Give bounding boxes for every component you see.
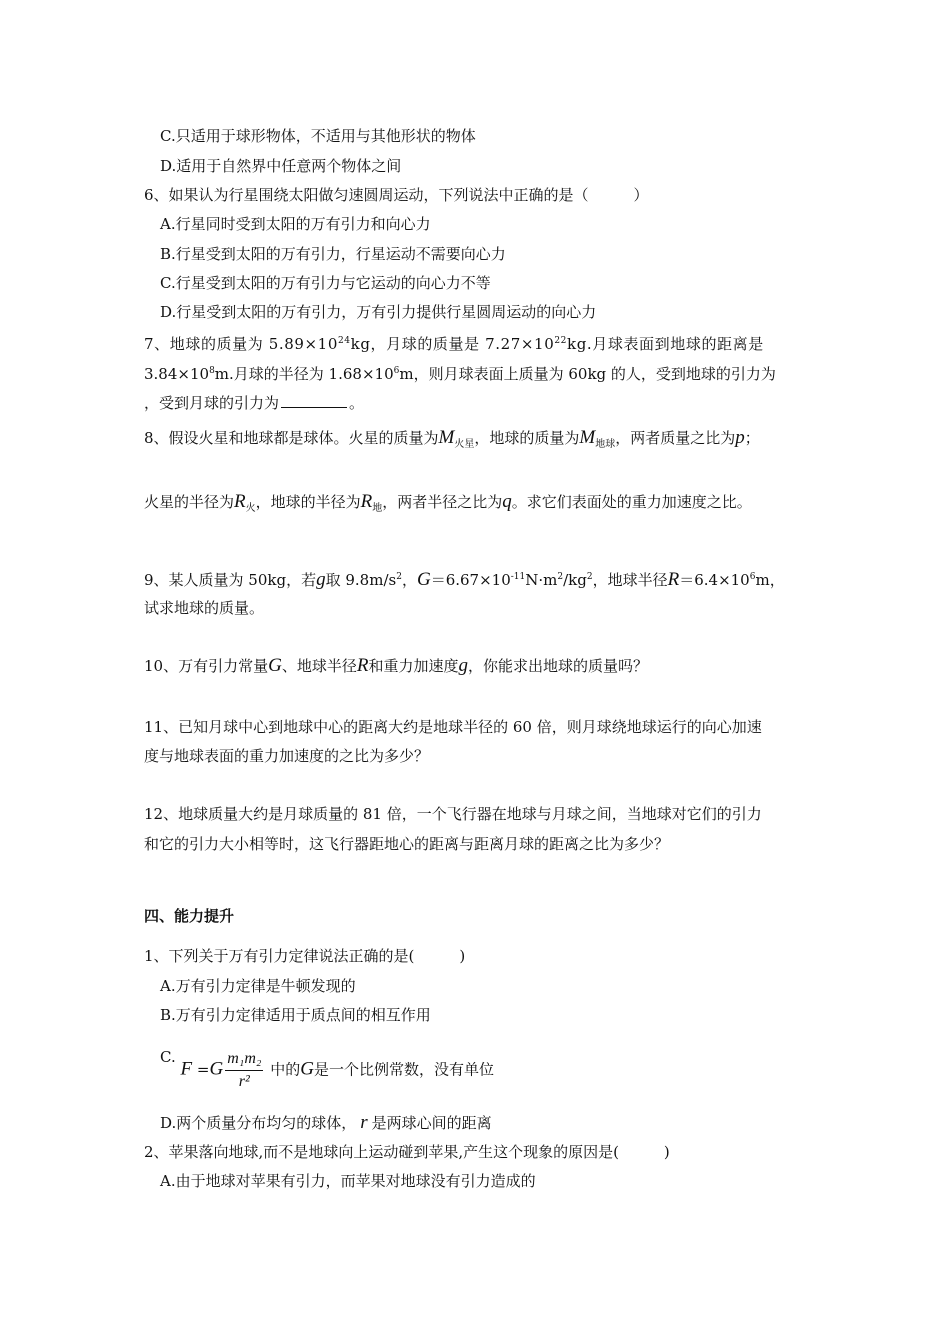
q11-line-2: 度与地球表面的重力加速度的之比为多少？ — [144, 747, 430, 765]
q12-line-2: 和它的引力大小相等时，这飞行器距地心的距离与距离月球的距离之比为多少？ — [144, 835, 670, 853]
formula-fraction: $\frac{\text{m₁m₂}}{\text{r²}}$ — [227, 1050, 262, 1090]
q6-option-c: C.行星受到太阳的万有引力与它运动的向心力不等 — [160, 274, 491, 292]
p1-option-a: A.万有引力定律是牛顿发现的 — [160, 977, 356, 995]
q7-line-1: 7、地球的质量为 $5.89\times 10^{24}kg$，月球的质量是 $7.27\times 10^{22}kg$.月球表面到地球的距离是 — [144, 335, 764, 353]
q6-option-b: B.行星受到太阳的万有引力，行星运动不需要向心力 — [160, 245, 506, 263]
q6-option-a: A.行星同时受到太阳的万有引力和向心力 — [160, 215, 431, 233]
answer-blank — [281, 393, 347, 408]
q10-stem: 10、万有引力常量G、地球半径R和重力加速度g，你能求出地球的质量吗？ — [144, 655, 648, 676]
q8-line-1: 8、假设火星和地球都是球体。火星的质量为$M_{火星}$，地球的质量为$M_{地球}$，两者质量之比为p； — [144, 427, 760, 450]
q6-stem: 6、如果认为行星围绕太阳做匀速圆周运动，下列说法中正确的是（ ） — [144, 186, 649, 204]
q12-line-1: 12、地球质量大约是月球质量的 81 倍，一个飞行器在地球与月球之间，当地球对它们的引力 — [144, 805, 762, 823]
q5-option-d: D.适用于自然界中任意两个物体之间 — [160, 157, 402, 175]
q5-option-c: C.只适用于球形物体，不适用与其他形状的物体 — [160, 127, 476, 145]
p1-option-d: D.两个质量分布均匀的球体， r 是两球心间的距离 — [160, 1112, 492, 1133]
p1-option-b: B.万有引力定律适用于质点间的相互作用 — [160, 1006, 431, 1024]
q9-line-1: 9、某人质量为 50kg，若g取 $9.8m/s^2$，$G=6.67\times 10^{-11}N\cdot m^2/kg^2$，地球半径$R=6.4\times 10^6m$， — [144, 569, 785, 590]
p2-stem: 2、苹果落向地球,而不是地球向上运动碰到苹果,产生这个现象的原因是( ) — [144, 1143, 670, 1161]
q8-line-2: 火星的半径为$R_火$，地球的半径为$R_地$，两者半径之比为q。求它们表面处的重力加速度之比。 — [144, 491, 752, 514]
p1-option-c: C. F =G $\frac{\text{m₁m₂}}{\text{r²}}$ 中的G是一个比例常数，没有单位 — [160, 1048, 494, 1093]
q11-line-1: 11、已知月球中心到地球中心的距离大约是地球半径的 60 倍，则月球绕地球运行的向心加速 — [144, 718, 762, 736]
q9-line-2: 试求地球的质量。 — [144, 599, 265, 617]
section-heading: 四、能力提升 — [144, 907, 235, 925]
q7-line-3: ，受到月球的引力为 。 — [144, 394, 365, 412]
q6-option-d: D.行星受到太阳的万有引力，万有引力提供行星圆周运动的向心力 — [160, 303, 597, 321]
p2-option-a: A.由于地球对苹果有引力，而苹果对地球没有引力造成的 — [160, 1172, 536, 1190]
q7-line-2: $3.84\times 10^8m$.月球的半径为 $1.68\times 10^6m$，则月球表面上质量为 60kg 的人，受到地球的引力为 — [144, 365, 776, 383]
p1-stem: 1、下列关于万有引力定律说法正确的是( ) — [144, 947, 466, 965]
